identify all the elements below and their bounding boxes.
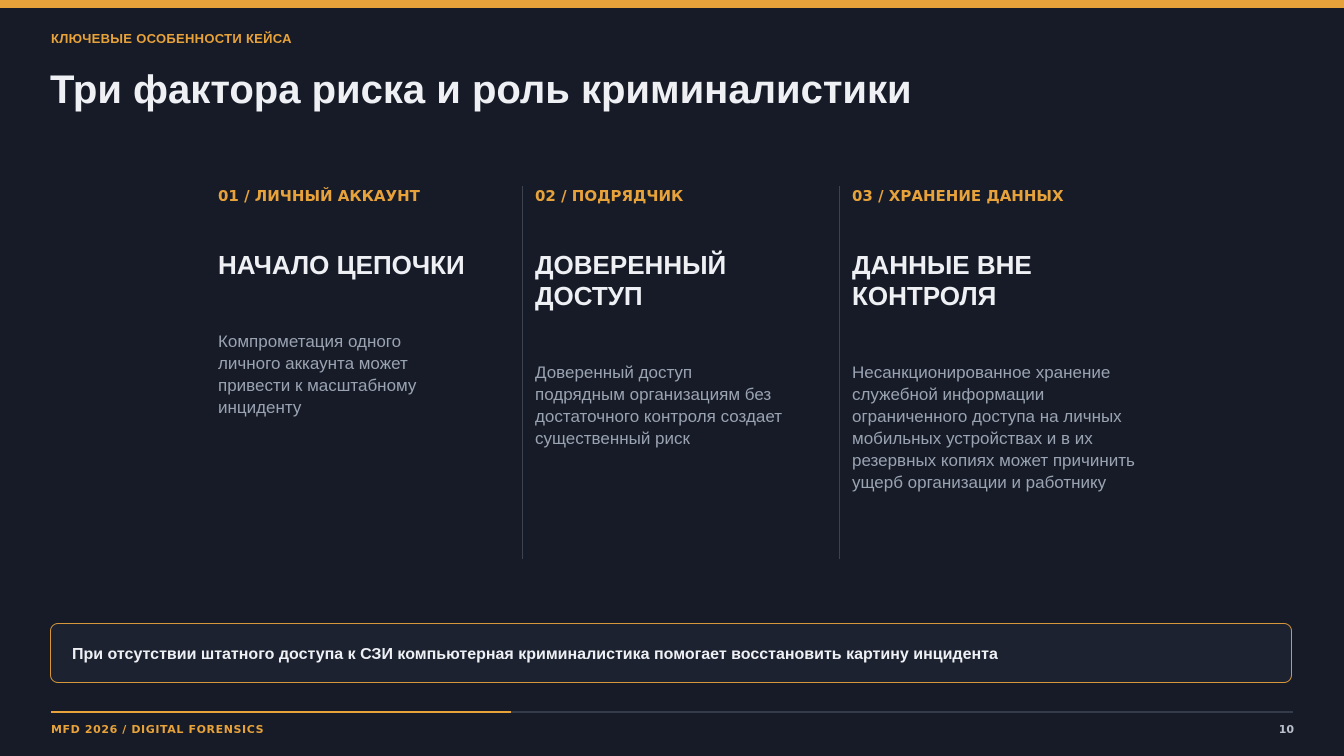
top-accent-bar xyxy=(0,0,1344,8)
callout-text: При отсутствии штатного доступа к СЗИ компьютерная криминалистика помогает восстановить картину инцидента xyxy=(72,646,998,663)
page-number: 10 xyxy=(1278,723,1294,736)
column-label: 03 / ХРАНЕНИЕ ДАННЫХ xyxy=(852,187,1064,205)
slide-progress-bar xyxy=(51,711,1293,713)
risk-column-contractor xyxy=(535,186,835,450)
column-description: Компрометация одного личного аккаунта может привести к масштабному инциденту xyxy=(218,332,417,417)
column-divider xyxy=(839,186,840,559)
column-heading: НАЧАЛО ЦЕПОЧКИ xyxy=(218,250,465,280)
footer-label: MFD 2026 / DIGITAL FORENSICS xyxy=(51,723,265,736)
page-title: Три фактора риска и роль криминалистики xyxy=(50,68,912,112)
column-heading: ДАННЫЕ ВНЕ КОНТРОЛЯ xyxy=(852,250,1032,311)
slide-progress-fill xyxy=(51,711,511,713)
column-label: 02 / ПОДРЯДЧИК xyxy=(535,187,684,205)
conclusion-callout xyxy=(50,623,1292,683)
risk-column-personal-account xyxy=(218,186,518,419)
column-label: 01 / ЛИЧНЫЙ АККАУНТ xyxy=(218,187,420,205)
risk-column-data-storage xyxy=(852,186,1152,494)
column-description: Несанкционированное хранение служебной информации ограниченного доступа на личных мобильных устройствах и в их резервных копиях может причинить ущерб организации и работнику xyxy=(852,363,1135,492)
column-heading: ДОВЕРЕННЫЙ ДОСТУП xyxy=(535,250,727,311)
section-eyebrow: КЛЮЧЕВЫЕ ОСОБЕННОСТИ КЕЙСА xyxy=(51,31,292,46)
column-divider xyxy=(522,186,523,559)
column-description: Доверенный доступ подрядным организациям без достаточного контроля создает существенный риск xyxy=(535,363,782,448)
